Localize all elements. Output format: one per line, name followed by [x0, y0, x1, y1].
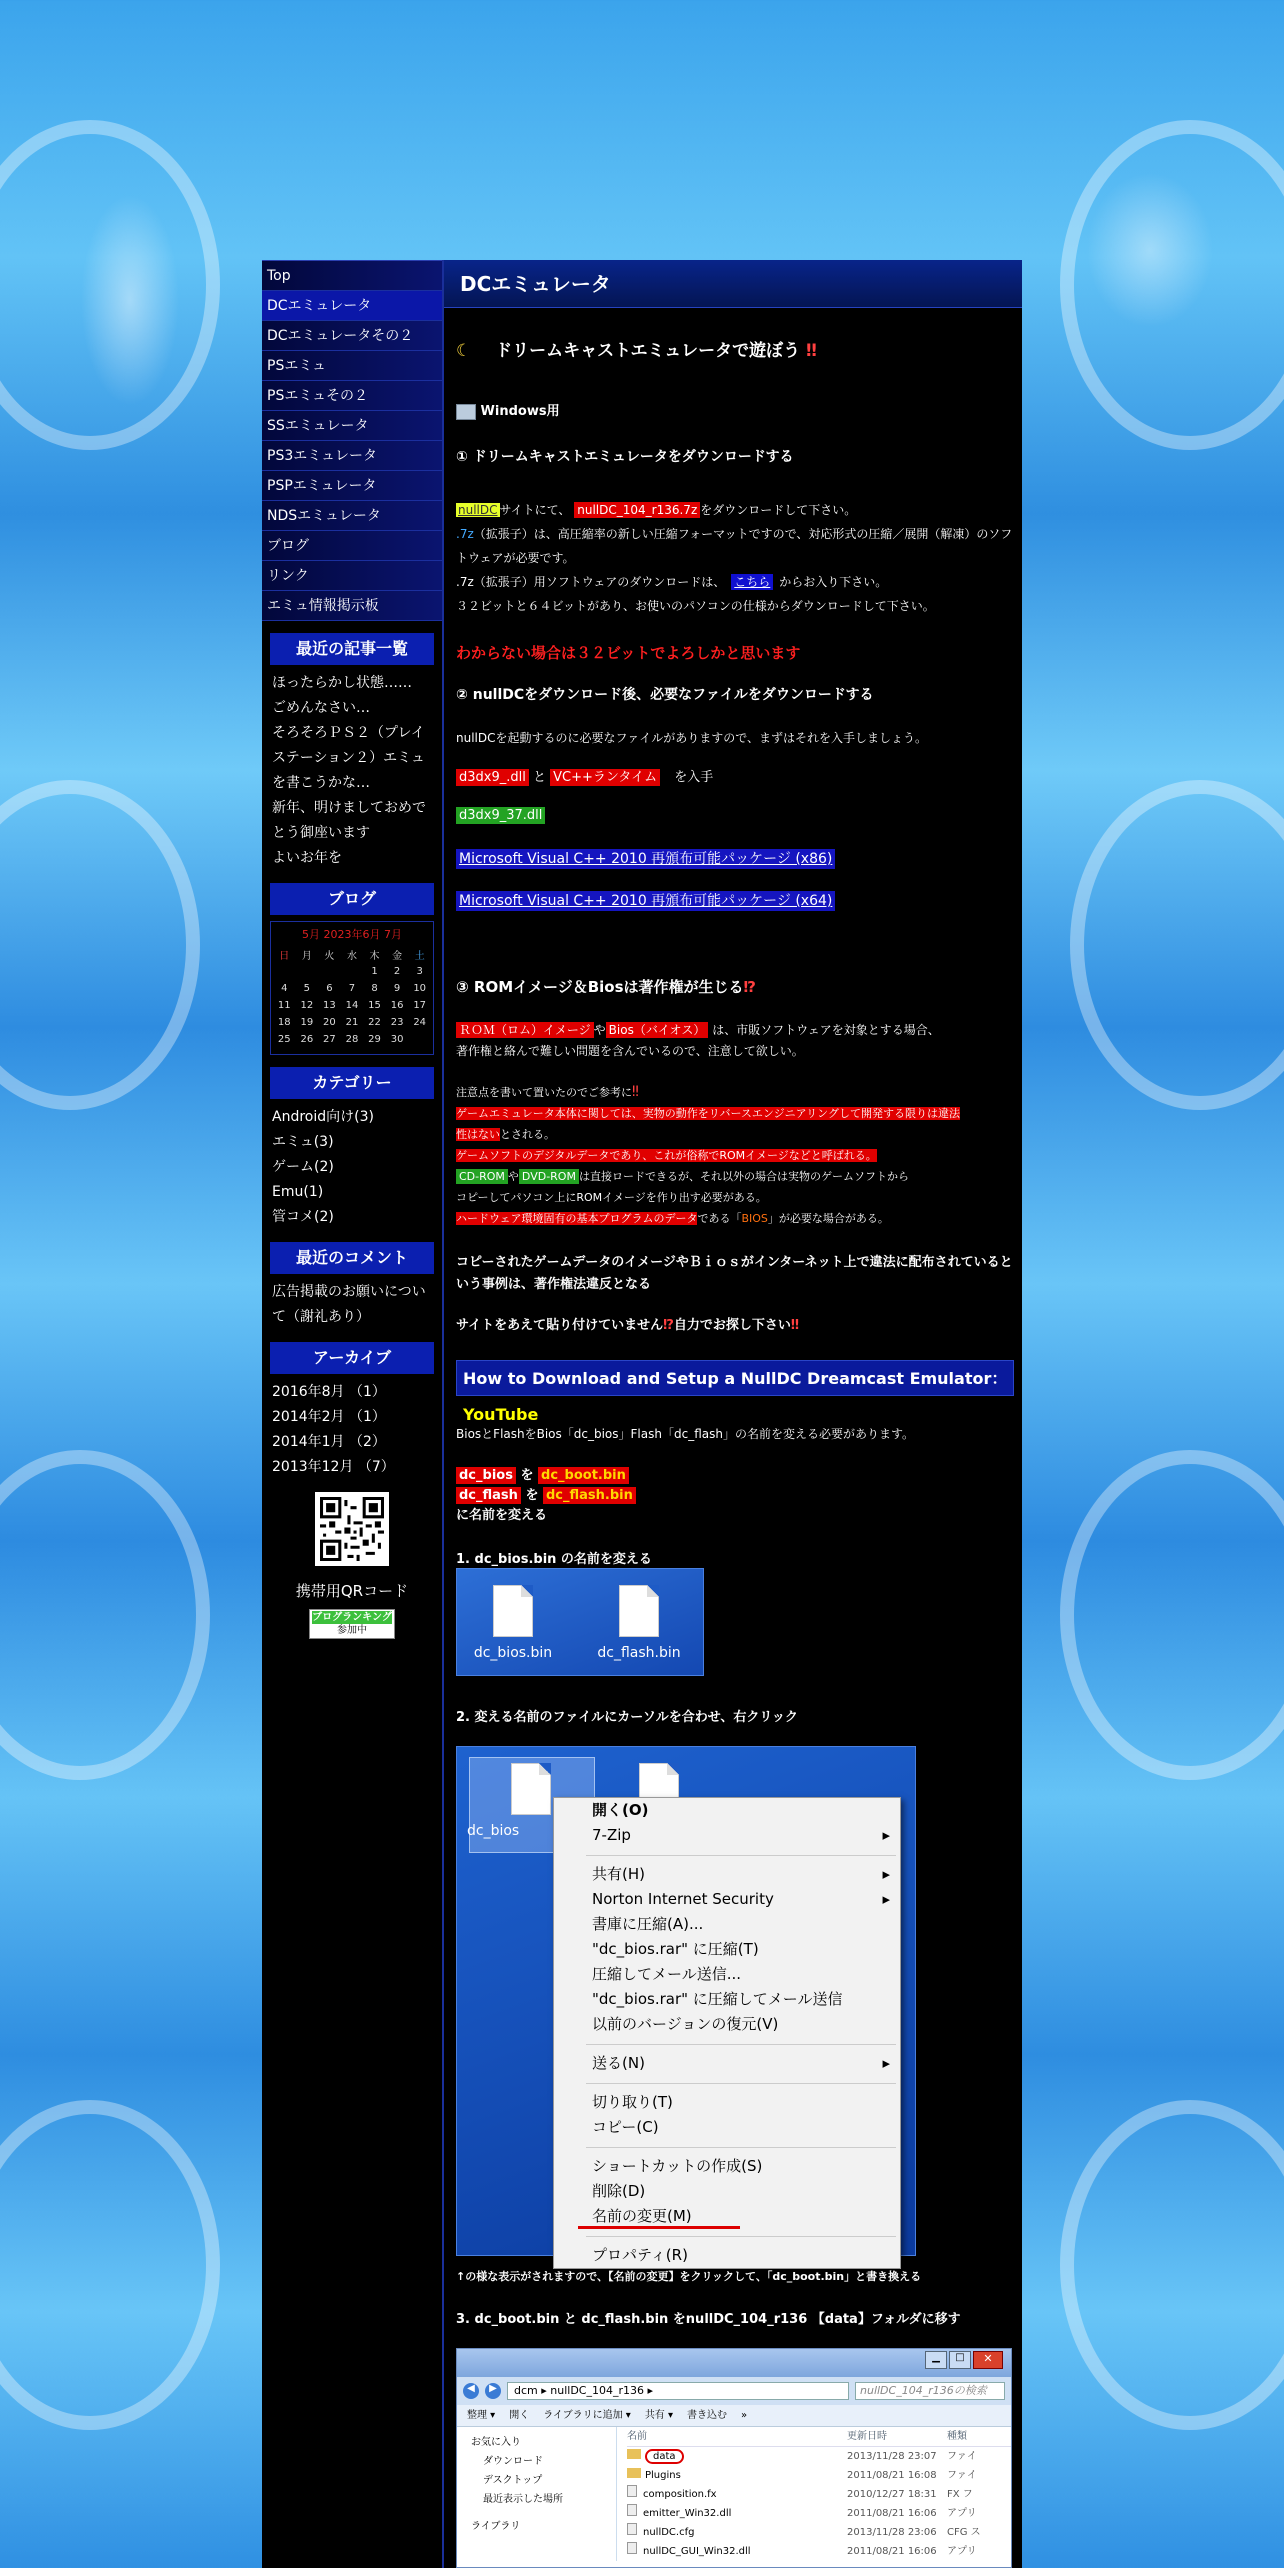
file-row[interactable]: [627, 2523, 1011, 2542]
rank-line-1: ブログランキング: [312, 1612, 392, 1623]
calendar-day: 22: [368, 1017, 381, 1028]
main-content: [442, 260, 1022, 2568]
search-input[interactable]: nullDC_104_r136の検索: [855, 2382, 1005, 2400]
calendar-day: 3: [416, 966, 423, 977]
calendar-prev-link[interactable]: 5月: [302, 928, 320, 941]
file-type: アプリ: [947, 2508, 977, 2519]
file-name: [627, 2447, 847, 2466]
calendar-day: 14: [345, 1000, 359, 1011]
nav-item-dc-emulator-2[interactable]: DCエミュレータその２: [262, 321, 442, 351]
nav-item-ps-emu-2[interactable]: PSエミュその２: [262, 381, 442, 411]
calendar-day: 7: [348, 983, 356, 994]
recent-post-link[interactable]: そろそろＰＳ２（プレイステーション２）エミュを書こうかな…: [272, 725, 425, 791]
folder-icon: [627, 2449, 641, 2459]
category-link[interactable]: 管コメ(2): [272, 1209, 334, 1225]
comments-list: [262, 1280, 442, 1330]
category-link[interactable]: エミュ(3): [272, 1134, 334, 1150]
recent-posts-list: [262, 671, 442, 871]
background-swirl: [1070, 780, 1284, 1110]
file-name: [627, 2523, 847, 2542]
explorer-toolbar: [457, 2405, 1011, 2427]
blog-ranking-badge[interactable]: [309, 1609, 395, 1639]
file-label: dc_bios: [467, 1823, 520, 1839]
dc-bios-label: dc_bios: [456, 1467, 516, 1484]
calendar-day: 19: [300, 1017, 314, 1028]
file-modified: 2013/11/28 23:06: [847, 2527, 937, 2538]
file-modified: 2011/08/21 16:06: [847, 2546, 937, 2557]
background-swirl: [1060, 120, 1284, 450]
forward-icon[interactable]: ▶: [485, 2383, 501, 2399]
calendar-day: 24: [413, 1017, 427, 1028]
calendar-day: 17: [413, 1000, 427, 1011]
rank-line-2: 参加中: [337, 1625, 367, 1636]
video-title: How to Download and Setup a NullDC Dreamcast Emulator：: [463, 1369, 1008, 1388]
background-swirl: [0, 2100, 220, 2430]
vc86-row: [456, 848, 835, 868]
file-row[interactable]: [627, 2485, 1011, 2504]
close-icon[interactable]: ✕: [973, 2351, 1003, 2369]
toolbar-more[interactable]: »: [741, 2410, 748, 2421]
explorer-screenshot: [456, 2348, 1012, 2568]
file-modified: 2013/11/28 23:07: [847, 2451, 937, 2462]
file-name-text: data: [645, 2449, 684, 2464]
file-row[interactable]: [627, 2447, 1011, 2466]
calendar-current-month: 2023年6月: [323, 928, 381, 941]
file-icon: [627, 2485, 637, 2497]
rename-instructions: [456, 1466, 636, 1526]
tree-favorites[interactable]: お気に入り: [471, 2437, 521, 2448]
note-line-2: ゲームエミュレータ本体に関しては、実物の動作をリバースエンジニアリングして開発する限りは違法: [456, 1107, 960, 1120]
no-links-note: [456, 1314, 799, 1333]
note-line-3: 性はない: [456, 1128, 500, 1141]
moon-icon: ☾: [456, 341, 472, 361]
step2-body: nullDCを起動するのに必要なファイルがありますので、まずはそれを入手しましょう。: [456, 731, 928, 745]
menu-separator: [586, 1848, 896, 1856]
rename-suffix: に名前を変える: [456, 1508, 548, 1523]
menu-item-share[interactable]: 共有(H) ▸: [554, 1862, 900, 1887]
dl-and: と: [533, 770, 547, 785]
note-line-5: は直接ロードできるが、それ以外の場合は実物のゲームソフトから: [578, 1170, 909, 1183]
tree-libraries[interactable]: ライブラリ: [471, 2521, 521, 2532]
vc-x64-download-link[interactable]: Microsoft Visual C++ 2010 再頒布可能パッケージ (x64): [456, 891, 835, 911]
calendar-day: 12: [300, 1000, 314, 1011]
menu-item-cut[interactable]: 切り取り(T): [592, 2093, 673, 2111]
warning-text: わからない場合は３２ビットでよろしかと思います: [456, 644, 801, 662]
step-rename-1: 1. dc_bios.bin の名前を変える: [456, 1552, 652, 1567]
menu-separator: [586, 2229, 896, 2237]
dc-flash-bin-label: dc_flash.bin: [543, 1487, 636, 1504]
p1-text-2: をダウンロードして下さい。: [700, 503, 857, 517]
p4-text: ３２ビットと６４ビットがあり、お使いのパソコンの仕様からダウンロードして下さい。: [456, 599, 935, 613]
nav-item-psp-emulator[interactable]: PSPエミュレータ: [262, 471, 442, 501]
note-line-4: ゲームソフトのデジタルデータであり、これが俗称でROMイメージなどと呼ばれる。: [456, 1149, 877, 1162]
menu-item-open[interactable]: 開く(O): [592, 1801, 649, 1819]
vc-runtime-label: VC++ランタイム: [550, 769, 660, 786]
rom-or: や: [593, 1023, 606, 1037]
menu-item-delete[interactable]: 削除(D): [592, 2182, 646, 2200]
step2-heading: ② nullDCをダウンロード後、必要なファイルをダウンロードする: [456, 687, 874, 703]
d3dx9-label: d3dx9_.dll: [456, 769, 529, 786]
file-name: [627, 2504, 847, 2523]
note-line-7b: である「: [697, 1212, 742, 1225]
calendar-day: 8: [371, 983, 378, 994]
file-name: [627, 2466, 847, 2485]
file-name-text: nullDC_GUI_Win32.dll: [643, 2546, 751, 2557]
step1-heading: ① ドリームキャストエミュレータをダウンロードする: [456, 449, 794, 465]
global-nav: [262, 260, 442, 621]
p2-text: （拡張子）は、高圧縮率の新しい圧縮フォーマットですので、対応形式の圧縮／展開（解凍）のソフトウェアが必要です。: [456, 527, 1013, 565]
col-name[interactable]: 名前: [627, 2431, 647, 2442]
blog-calendar: [270, 921, 434, 1055]
tree-recent[interactable]: 最近表示した場所: [483, 2494, 563, 2505]
calendar-day: 13: [323, 1000, 336, 1011]
weekday-label: 月: [301, 951, 312, 962]
maximize-icon[interactable]: □: [949, 2351, 971, 2369]
weekday-label: 日: [279, 951, 290, 962]
category-link[interactable]: ゲーム(2): [272, 1159, 334, 1175]
headline-text: ドリームキャストエミュレータで遊ぼう: [495, 341, 801, 361]
rom-image-label: ＲＯＭ（ロム）イメージ: [456, 1022, 594, 1038]
7zip-download-link[interactable]: こちら: [731, 574, 773, 590]
file-icon: [627, 2542, 637, 2554]
col-modified[interactable]: 更新日時: [847, 2431, 887, 2442]
explorer-file-list: [617, 2427, 1011, 2561]
nav-item-nds-emulator[interactable]: NDSエミュレータ: [262, 501, 442, 531]
calendar-day: 30: [390, 1034, 404, 1045]
windows-label: [456, 400, 560, 420]
nav-item-ss-emulator[interactable]: SSエミュレータ: [262, 411, 442, 441]
ext-label: .7z: [456, 527, 474, 541]
bios-label: Bios（バイオス）: [606, 1022, 709, 1038]
rn-wo-2: を: [525, 1488, 539, 1503]
folder-icon: [627, 2468, 641, 2478]
menu-item-rename[interactable]: 名前の変更(M): [578, 2204, 740, 2229]
file-type: アプリ: [947, 2546, 977, 2557]
nav-item-board[interactable]: エミュ情報掲示板: [262, 591, 442, 621]
youtube-label: YouTube: [463, 1405, 539, 1424]
file-row[interactable]: [627, 2542, 1011, 2561]
step3-text: ③ ROMイメージ＆Biosは著作権が生じる: [456, 978, 744, 996]
explorer-address-bar: [457, 2377, 1011, 2405]
file-type: ファイ: [947, 2451, 977, 2462]
exclamation-question-icon: ⁉: [663, 1318, 674, 1333]
weekday-label: 木: [369, 951, 380, 962]
categories-list: [262, 1105, 442, 1230]
weekday-label: 金: [392, 951, 403, 962]
calendar-day: 9: [393, 983, 401, 994]
minimize-icon[interactable]: ▁: [925, 2351, 947, 2369]
comment-link[interactable]: 広告掲載のお願いについて（謝礼あり）: [272, 1284, 426, 1325]
category-link[interactable]: Android向け(3): [272, 1109, 374, 1125]
calendar-day: 27: [323, 1034, 336, 1045]
menu-item-7zip[interactable]: 7-Zip ▸: [554, 1823, 900, 1848]
file-icon: [627, 2504, 637, 2516]
step1-body: [456, 498, 1016, 618]
context-menu: [553, 1797, 901, 2269]
file-modified: 2011/08/21 16:08: [847, 2470, 937, 2481]
qr-code: [315, 1492, 389, 1566]
step-rename-2: 2. 変える名前のファイルにカーソルを合わせ、右クリック: [456, 1710, 798, 1725]
calendar-day: 28: [345, 1034, 359, 1045]
step-rename-3: 3. dc_boot.bin と dc_flash.bin をnullDC_104_r136 【data】フォルダに移す: [456, 2312, 961, 2327]
page-title: DCエミュレータ: [444, 260, 1022, 308]
file-row[interactable]: [627, 2466, 1011, 2485]
background-swirl: [1060, 2100, 1284, 2430]
menu-item-compress-email[interactable]: 圧縮してメール送信...: [592, 1965, 742, 1983]
archive-list: [262, 1380, 442, 1480]
archive-heading: アーカイブ: [270, 1342, 434, 1374]
nav-item-ps3-emulator[interactable]: PS3エミュレータ: [262, 441, 442, 471]
files-screenshot: [456, 1568, 704, 1676]
file-name-text: emitter_Win32.dll: [643, 2508, 732, 2519]
comments-heading: 最近のコメント: [270, 1242, 434, 1274]
menu-separator: [586, 2037, 896, 2045]
calendar-day: [408, 1031, 431, 1048]
vc64-row: [456, 890, 835, 910]
windows-text: Windows用: [480, 404, 560, 419]
d3dx9-download-link[interactable]: d3dx9_37.dll: [456, 807, 545, 824]
col-type[interactable]: 種類: [947, 2431, 967, 2442]
no-links-text: サイトをあえて貼り付けていません: [456, 1318, 664, 1333]
menu-item-copy[interactable]: コピー(C): [592, 2118, 659, 2136]
file-name-text: composition.fx: [643, 2489, 717, 2500]
menu-item-compress-rar-email[interactable]: "dc_bios.rar" に圧縮してメール送信: [592, 1990, 843, 2008]
notes-block: [456, 1082, 1016, 1229]
file-icon: [627, 2523, 637, 2535]
address-path[interactable]: dcm ▸ nullDC_104_r136 ▸: [507, 2382, 849, 2400]
headline: [456, 336, 817, 361]
categories-heading: カテゴリー: [270, 1067, 434, 1099]
archive-link[interactable]: 2014年2月 （1）: [272, 1409, 386, 1425]
recent-post-link[interactable]: ほったらかし状態……: [272, 675, 412, 691]
vc-x86-download-link[interactable]: Microsoft Visual C++ 2010 再頒布可能パッケージ (x86): [456, 849, 835, 869]
calendar-caption: [273, 926, 431, 942]
back-icon[interactable]: ◀: [463, 2383, 479, 2399]
calendar-day: 26: [300, 1034, 314, 1045]
nav-item-dc-emulator[interactable]: DCエミュレータ: [262, 291, 442, 321]
rom-notice: [456, 1020, 1016, 1062]
menu-separator: [586, 2076, 896, 2084]
explorer-body: [457, 2427, 1011, 2561]
recent-post-link[interactable]: 新年、明けましておめでとう御座います: [272, 800, 426, 841]
copyright-warning: コピーされたゲームデータのイメージやＢｉｏｓがインターネット上で違法に配布されているという事例は、著作権法違反となる: [456, 1255, 1013, 1292]
bios-term: BIOS: [741, 1212, 768, 1225]
exclamation-icon: ‼: [790, 1318, 800, 1333]
background-swirl: [0, 120, 220, 450]
calendar-day: 29: [368, 1034, 381, 1045]
explorer-titlebar: [457, 2349, 1011, 2377]
toolbar-add-library[interactable]: ライブラリに追加 ▾: [543, 2410, 631, 2421]
p3-text: .7z（拡張子）用ソフトウェアのダウンロードは、: [456, 575, 726, 589]
note-line-3b: とされる。: [500, 1128, 555, 1141]
note-or: や: [507, 1170, 519, 1183]
step3-heading: [456, 976, 756, 997]
nav-item-blog[interactable]: ブログ: [262, 531, 442, 561]
file-icon: [511, 1763, 551, 1815]
toolbar-share[interactable]: 共有 ▾: [644, 2410, 674, 2421]
nav-item-links[interactable]: リンク: [262, 561, 442, 591]
note-line-6: コピーしてパソコン上にROMイメージを作り出す必要がある。: [456, 1191, 767, 1204]
menu-item-send-to[interactable]: 送る(N) ▸: [554, 2051, 900, 2076]
dc-boot-label: dc_boot.bin: [538, 1467, 629, 1484]
file-type: FX フ: [947, 2489, 973, 2500]
tree-desktop[interactable]: デスクトップ: [483, 2475, 543, 2486]
calendar-day: 4: [281, 983, 288, 994]
rename-note: ↑の様な表示がされますので、【名前の変更】をクリックして、「dc_boot.bin」と書き換える: [456, 2270, 922, 2283]
sidebar: [262, 260, 442, 2568]
calendar-day: [341, 963, 364, 980]
qr-code-image: [320, 1497, 384, 1561]
menu-item-norton[interactable]: Norton Internet Security ▸: [554, 1887, 900, 1912]
path-segment[interactable]: dcm: [514, 2384, 538, 2397]
calendar-day: 6: [326, 983, 333, 994]
p6-text-2: 著作権と絡んで難しい問題を含んでいるので、注意して欲しい。: [456, 1044, 804, 1058]
calendar-day: 15: [368, 1000, 381, 1011]
file-list-header: [627, 2427, 1011, 2447]
exclamation-question-icon: ⁉: [743, 978, 756, 996]
download-line: [456, 766, 713, 785]
toolbar-open[interactable]: 開く: [509, 2410, 530, 2421]
file-modified: 2010/12/27 18:31: [847, 2489, 937, 2500]
calendar-day: 5: [303, 983, 311, 994]
p1-text: サイトにて、: [499, 503, 571, 517]
nulldc-site-link[interactable]: nullDC: [458, 503, 498, 517]
file-icon: [493, 1585, 533, 1637]
calendar-day: 23: [390, 1017, 404, 1028]
file-type: CFG ス: [947, 2527, 981, 2538]
recent-posts-heading: 最近の記事一覧: [270, 633, 434, 665]
window-controls: [925, 2351, 1003, 2369]
file-name-text: nullDC.cfg: [643, 2527, 695, 2538]
recent-post-link[interactable]: よいお年を: [272, 850, 342, 866]
menu-item-restore-versions[interactable]: 以前のバージョンの復元(V): [592, 2015, 779, 2033]
toolbar-burn[interactable]: 書き込む: [687, 2410, 728, 2421]
exclamation-icon: ‼: [632, 1084, 639, 1100]
menu-item-properties[interactable]: プロパティ(R): [592, 2246, 688, 2264]
file-type: ファイ: [947, 2470, 977, 2481]
note-intro: 注意点を書いて置いたのでご参考に: [456, 1086, 632, 1099]
calendar-day: 2: [393, 966, 401, 977]
file-name: [627, 2485, 847, 2504]
context-menu-screenshot: [456, 1746, 916, 2264]
note-line-7d: 」が必要な場合がある。: [767, 1212, 889, 1225]
weekday-label: 火: [324, 951, 335, 962]
file-icon: [619, 1585, 659, 1637]
file-label: dc_bios.bin: [473, 1645, 553, 1661]
nav-item-top[interactable]: Top: [262, 261, 442, 291]
nav-item-ps-emu[interactable]: PSエミュ: [262, 351, 442, 381]
background-swirl: [0, 780, 200, 1110]
d3dx9-link-row: [456, 808, 545, 823]
file-row[interactable]: [627, 2504, 1011, 2523]
file-modified: 2011/08/21 16:06: [847, 2508, 937, 2519]
tree-downloads[interactable]: ダウンロード: [483, 2456, 543, 2467]
menu-separator: [586, 2140, 896, 2148]
calendar-day: 1: [371, 966, 378, 977]
calendar-day: 10: [413, 983, 427, 994]
calendar-day: [273, 963, 296, 980]
calendar-day: 20: [323, 1017, 336, 1028]
youtube-video-link[interactable]: [456, 1360, 1014, 1424]
dc-flash-label: dc_flash: [456, 1487, 521, 1504]
menu-item-create-shortcut[interactable]: ショートカットの作成(S): [592, 2157, 763, 2175]
toolbar-organize[interactable]: 整理 ▾: [467, 2410, 496, 2421]
calendar-day: 18: [277, 1017, 291, 1028]
calendar-next-link[interactable]: 7月: [384, 928, 402, 941]
calendar-day: [296, 963, 319, 980]
calendar-day: 16: [390, 1000, 404, 1011]
weekday-label: 水: [346, 951, 357, 962]
menu-item-compress-rar[interactable]: "dc_bios.rar" に圧縮(T): [592, 1940, 759, 1958]
file-label: dc_flash.bin: [597, 1645, 681, 1661]
qr-caption: 携帯用QRコード: [295, 1582, 409, 1600]
explorer-tree: [457, 2427, 617, 2561]
file-name: [627, 2542, 847, 2561]
exclamation-icon: ‼: [806, 341, 817, 361]
background-swirl: [1060, 1450, 1284, 1780]
p3-text-2: からお入り下さい。: [779, 575, 888, 589]
page-container: [262, 260, 1022, 2568]
calendar-day: [318, 963, 341, 980]
cd-rom-label: CD-ROM: [456, 1169, 508, 1184]
rn-wo: を: [520, 1468, 534, 1483]
calendar-day: 25: [277, 1034, 291, 1045]
no-links-text-2: 自力でお探し下さい: [673, 1318, 791, 1333]
background-swirl: [0, 1450, 210, 1780]
rename-intro: BiosとFlashをBios「dc_bios」Flash「dc_flash」の名前を変える必要があります。: [456, 1427, 915, 1441]
recent-post-link[interactable]: ごめんなさい…: [272, 700, 370, 716]
archive-link[interactable]: 2014年1月 （2）: [272, 1434, 386, 1450]
dl-obtain: を入手: [674, 770, 714, 785]
computer-icon: [456, 404, 476, 420]
p6-text: は、市販ソフトウェアを対象とする場合、: [712, 1023, 940, 1037]
archive-link[interactable]: 2013年12月 （7）: [272, 1459, 395, 1475]
category-link[interactable]: Emu(1): [272, 1184, 324, 1200]
calendar-day: 11: [277, 1000, 291, 1011]
dvd-rom-label: DVD-ROM: [519, 1169, 579, 1184]
archive-link[interactable]: 2016年8月 （1）: [272, 1384, 386, 1400]
note-line-7: ハードウェア環境固有の基本プログラムのデータ: [456, 1212, 698, 1225]
calendar-day: 21: [345, 1017, 359, 1028]
path-segment[interactable]: nullDC_104_r136: [550, 2384, 644, 2397]
menu-item-archive[interactable]: 書庫に圧縮(A)...: [592, 1915, 704, 1933]
file-name-text: Plugins: [645, 2470, 681, 2481]
weekday-label: 土: [414, 951, 425, 962]
calendar-grid: [273, 946, 431, 1048]
blog-heading: ブログ: [270, 883, 434, 915]
nulldc-file-label: nullDC_104_r136.7z: [574, 502, 700, 518]
